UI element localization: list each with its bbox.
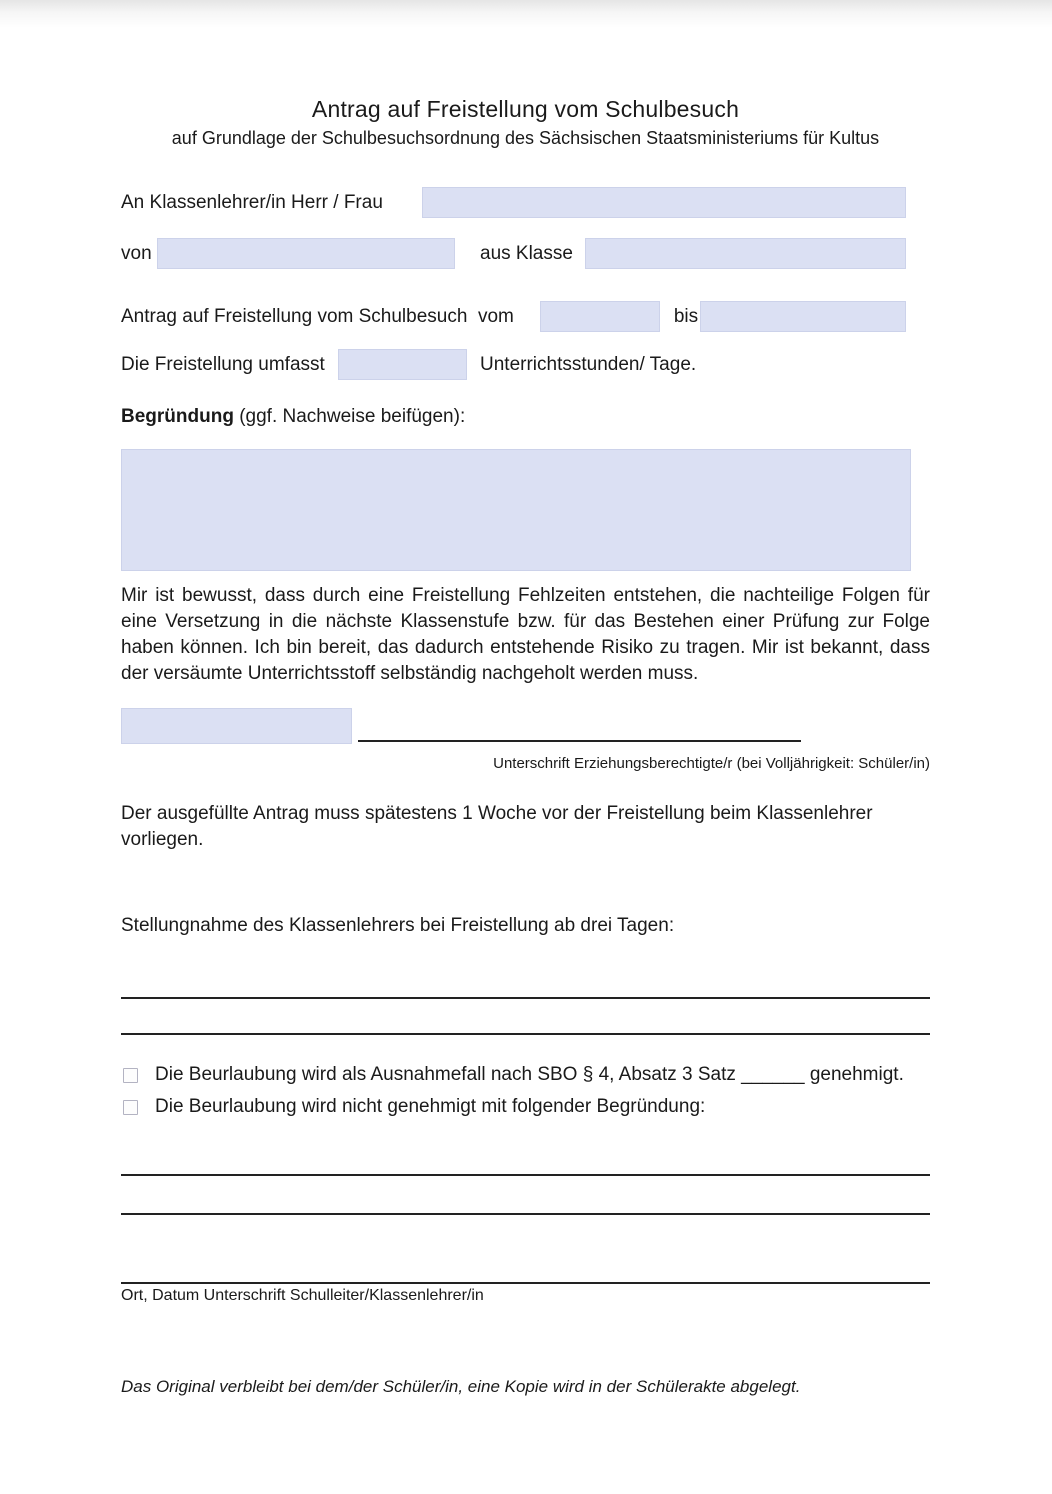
duration-suffix-label: Unterrichtsstunden/ Tage. [480,353,697,375]
reject-option-label: Die Beurlaubung wird nicht genehmigt mit folgender Begründung: [155,1096,706,1117]
acknowledgement-paragraph: Mir ist bewusst, dass durch eine Freistellung Fehlzeiten entstehen, die nachteilige Folgen für eine Versetzung in die nächste Klassenstufe bzw. für das Bestehen einer Prüfung zur Folge haben können. Ich bin bereit, das dadurch entstehende Risiko zu tragen. Mir ist bekannt, dass der versäumte Unterrichtsstoff selbständig nachgeholt werden muss. [121,585,930,684]
principal-signature-block [121,1282,930,1305]
student-row [121,237,906,270]
form-title: Antrag auf Freistellung vom Schulbesuch [311,96,740,122]
rejection-reason-line-2 [121,1213,930,1215]
reject-checkbox[interactable] [123,1100,138,1115]
guardian-signature-caption: Unterschrift Erziehungsberechtigte/r (bei Volljährigkeit: Schüler/in) [493,755,930,772]
duration-input[interactable] [338,349,467,380]
principal-signature-caption: Ort, Datum Unterschrift Schulleiter/Klassenlehrer/in [121,1287,484,1304]
class-input[interactable] [585,238,906,269]
approve-checkbox[interactable] [123,1068,138,1083]
reason-label-rest: (ggf. Nachweise beifügen): [233,406,466,427]
form-subtitle: auf Grundlage der Schulbesuchsordnung des Sächsischen Staatsministeriums für Kultus [171,128,880,148]
request-label: Antrag auf Freistellung vom Schulbesuch vom [121,305,514,327]
reject-option-row [121,1094,930,1120]
statement-line-2 [121,1033,930,1035]
reason-textarea[interactable] [121,449,911,571]
guardian-signature-row [121,708,930,744]
statement-heading: Stellungnahme des Klassenlehrers bei Freistellung ab drei Tagen: [121,915,675,936]
class-label: aus Klasse [480,242,573,264]
deadline-note: Der ausgefüllte Antrag muss spätestens 1 Woche vor der Freistellung beim Klassenlehrer vorliegen. [121,803,873,850]
signature-date-input[interactable] [121,708,352,744]
original-copy-note: Das Original verbleibt bei dem/der Schüler/in, eine Kopie wird in der Schülerakte abgelegt. [121,1377,801,1396]
approve-option-label: Die Beurlaubung wird als Ausnahmefall nach SBO § 4, Absatz 3 Satz ______ genehmigt. [155,1064,904,1085]
date-range-row [121,300,906,333]
approve-option-row [121,1062,930,1088]
reason-label-bold: Begründung [121,406,234,427]
principal-signature-line [121,1282,930,1284]
statement-line-1 [121,997,930,999]
student-name-label: von [121,242,152,264]
teacher-row [121,186,906,219]
teacher-input[interactable] [422,187,906,218]
student-name-input[interactable] [157,238,455,269]
reason-label [121,406,930,428]
until-label: bis [673,305,699,327]
date-from-input[interactable] [540,301,660,332]
date-until-input[interactable] [700,301,906,332]
duration-label: Die Freistellung umfasst [121,353,325,375]
teacher-label: An Klassenlehrer/in Herr / Frau [121,191,383,213]
rejection-reason-line-1 [121,1174,930,1176]
decision-checkboxes [121,1062,930,1120]
duration-row [121,348,906,381]
guardian-signature-line [358,740,801,742]
